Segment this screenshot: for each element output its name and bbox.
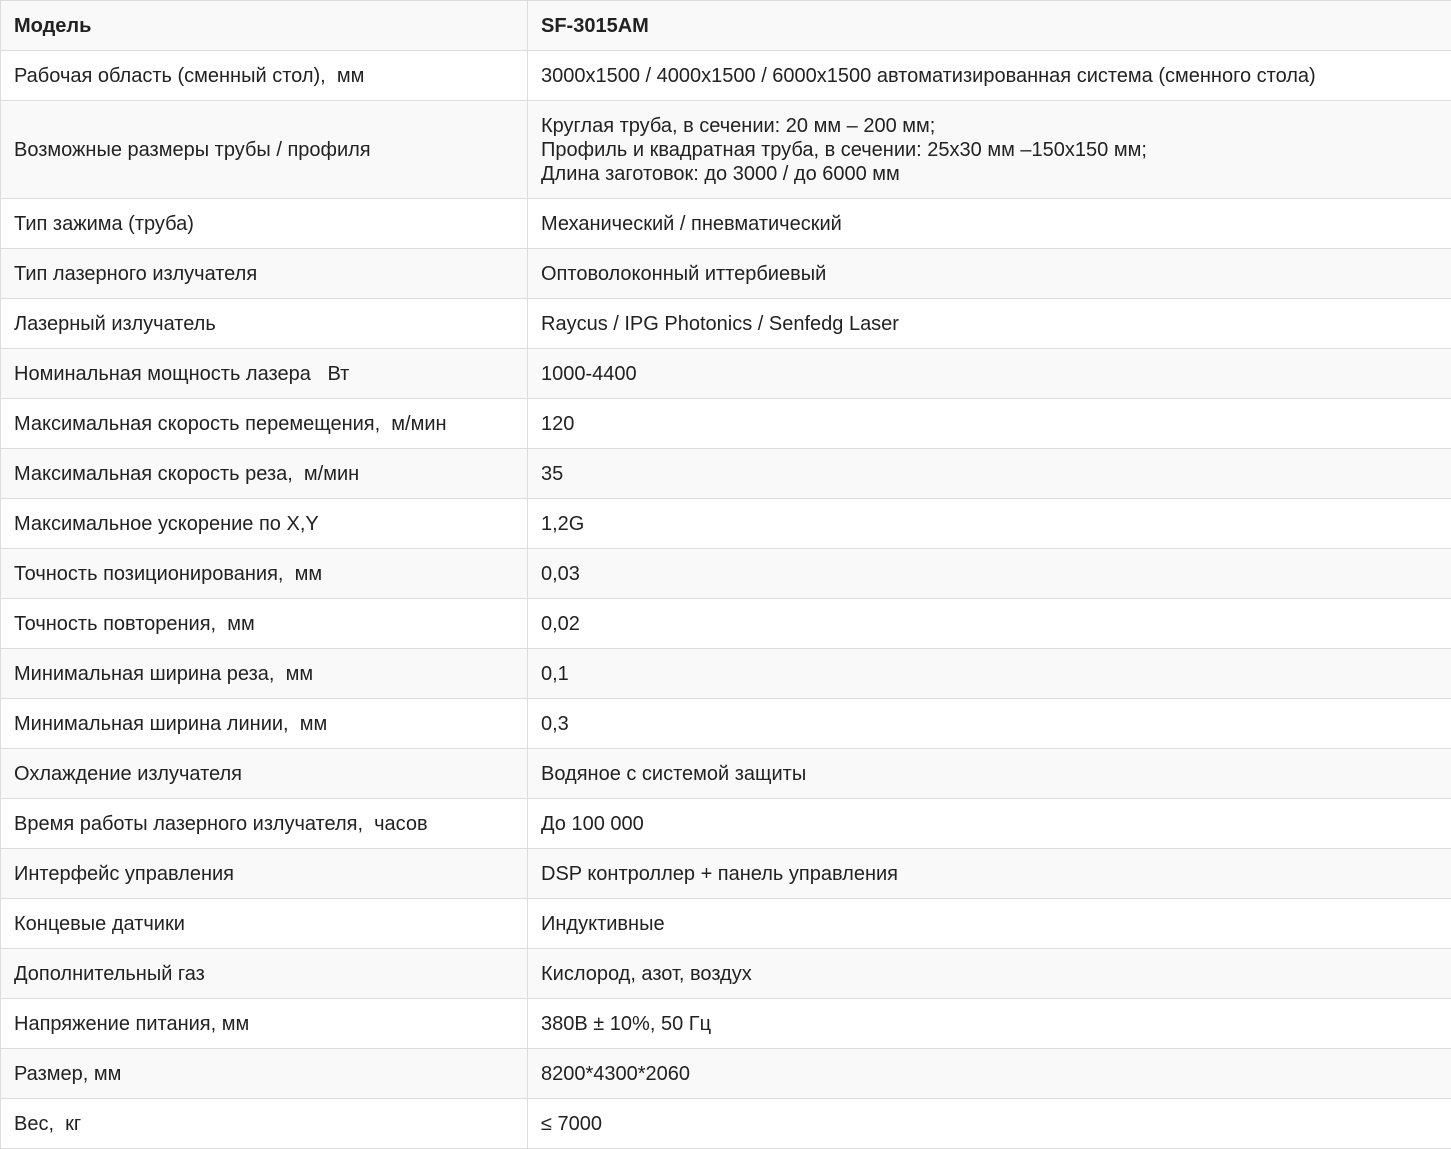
spec-label: Максимальная скорость перемещения, м/мин [1,399,528,449]
spec-value: Механический / пневматический [528,199,1451,249]
table-row [1,599,1451,649]
spec-label: Точность повторения, мм [1,599,528,649]
spec-label: Возможные размеры трубы / профиля [1,101,528,199]
spec-table-body [1,1,1451,1149]
header-value-model: SF-3015AM [528,1,1451,51]
spec-label: Минимальная ширина реза, мм [1,649,528,699]
spec-label: Максимальное ускорение по X,Y [1,499,528,549]
spec-value: 0,02 [528,599,1451,649]
spec-value: Водяное с системой защиты [528,749,1451,799]
table-row [1,699,1451,749]
table-row [1,449,1451,499]
spec-label: Лазерный излучатель [1,299,528,349]
table-row [1,399,1451,449]
spec-label: Точность позиционирования, мм [1,549,528,599]
spec-value: 0,1 [528,649,1451,699]
header-label-model: Модель [1,1,528,51]
table-row [1,849,1451,899]
spec-label: Тип зажима (труба) [1,199,528,249]
spec-label: Напряжение питания, мм [1,999,528,1049]
spec-value: 3000x1500 / 4000x1500 / 6000x1500 автоматизированная система (сменного стола) [528,51,1451,101]
spec-value: До 100 000 [528,799,1451,849]
table-row [1,949,1451,999]
spec-value: Круглая труба, в сечении: 20 мм – 200 мм; Профиль и квадратная труба, в сечении: 25x30 мм –150x150 мм; Длина заготовок: до 3000 / до 6000 мм [528,101,1451,199]
spec-label: Концевые датчики [1,899,528,949]
table-header-row [1,1,1451,51]
spec-value: 1000-4400 [528,349,1451,399]
spec-value: Raycus / IPG Photonics / Senfedg Laser [528,299,1451,349]
spec-value: 0,03 [528,549,1451,599]
spec-label: Номинальная мощность лазера Вт [1,349,528,399]
table-row [1,899,1451,949]
spec-label: Рабочая область (сменный стол), мм [1,51,528,101]
spec-value: Индуктивные [528,899,1451,949]
table-row [1,299,1451,349]
spec-label: Тип лазерного излучателя [1,249,528,299]
table-row [1,649,1451,699]
spec-value: DSP контроллер + панель управления [528,849,1451,899]
spec-value: 380В ± 10%, 50 Гц [528,999,1451,1049]
table-row [1,51,1451,101]
spec-value: 8200*4300*2060 [528,1049,1451,1099]
spec-label: Дополнительный газ [1,949,528,999]
table-row [1,101,1451,199]
spec-value: Оптоволоконный иттербиевый [528,249,1451,299]
spec-label: Максимальная скорость реза, м/мин [1,449,528,499]
table-row [1,749,1451,799]
spec-value: Кислород, азот, воздух [528,949,1451,999]
spec-value: 0,3 [528,699,1451,749]
table-row [1,499,1451,549]
table-row [1,1049,1451,1099]
spec-label: Время работы лазерного излучателя, часов [1,799,528,849]
spec-value: 1,2G [528,499,1451,549]
spec-label: Вес, кг [1,1099,528,1149]
spec-label: Интерфейс управления [1,849,528,899]
table-row [1,349,1451,399]
table-row [1,249,1451,299]
table-row [1,1099,1451,1149]
spec-label: Размер, мм [1,1049,528,1099]
spec-value: ≤ 7000 [528,1099,1451,1149]
table-row [1,999,1451,1049]
spec-value: 35 [528,449,1451,499]
table-row [1,549,1451,599]
spec-value: 120 [528,399,1451,449]
table-row [1,799,1451,849]
table-row [1,199,1451,249]
spec-label: Минимальная ширина линии, мм [1,699,528,749]
spec-label: Охлаждение излучателя [1,749,528,799]
